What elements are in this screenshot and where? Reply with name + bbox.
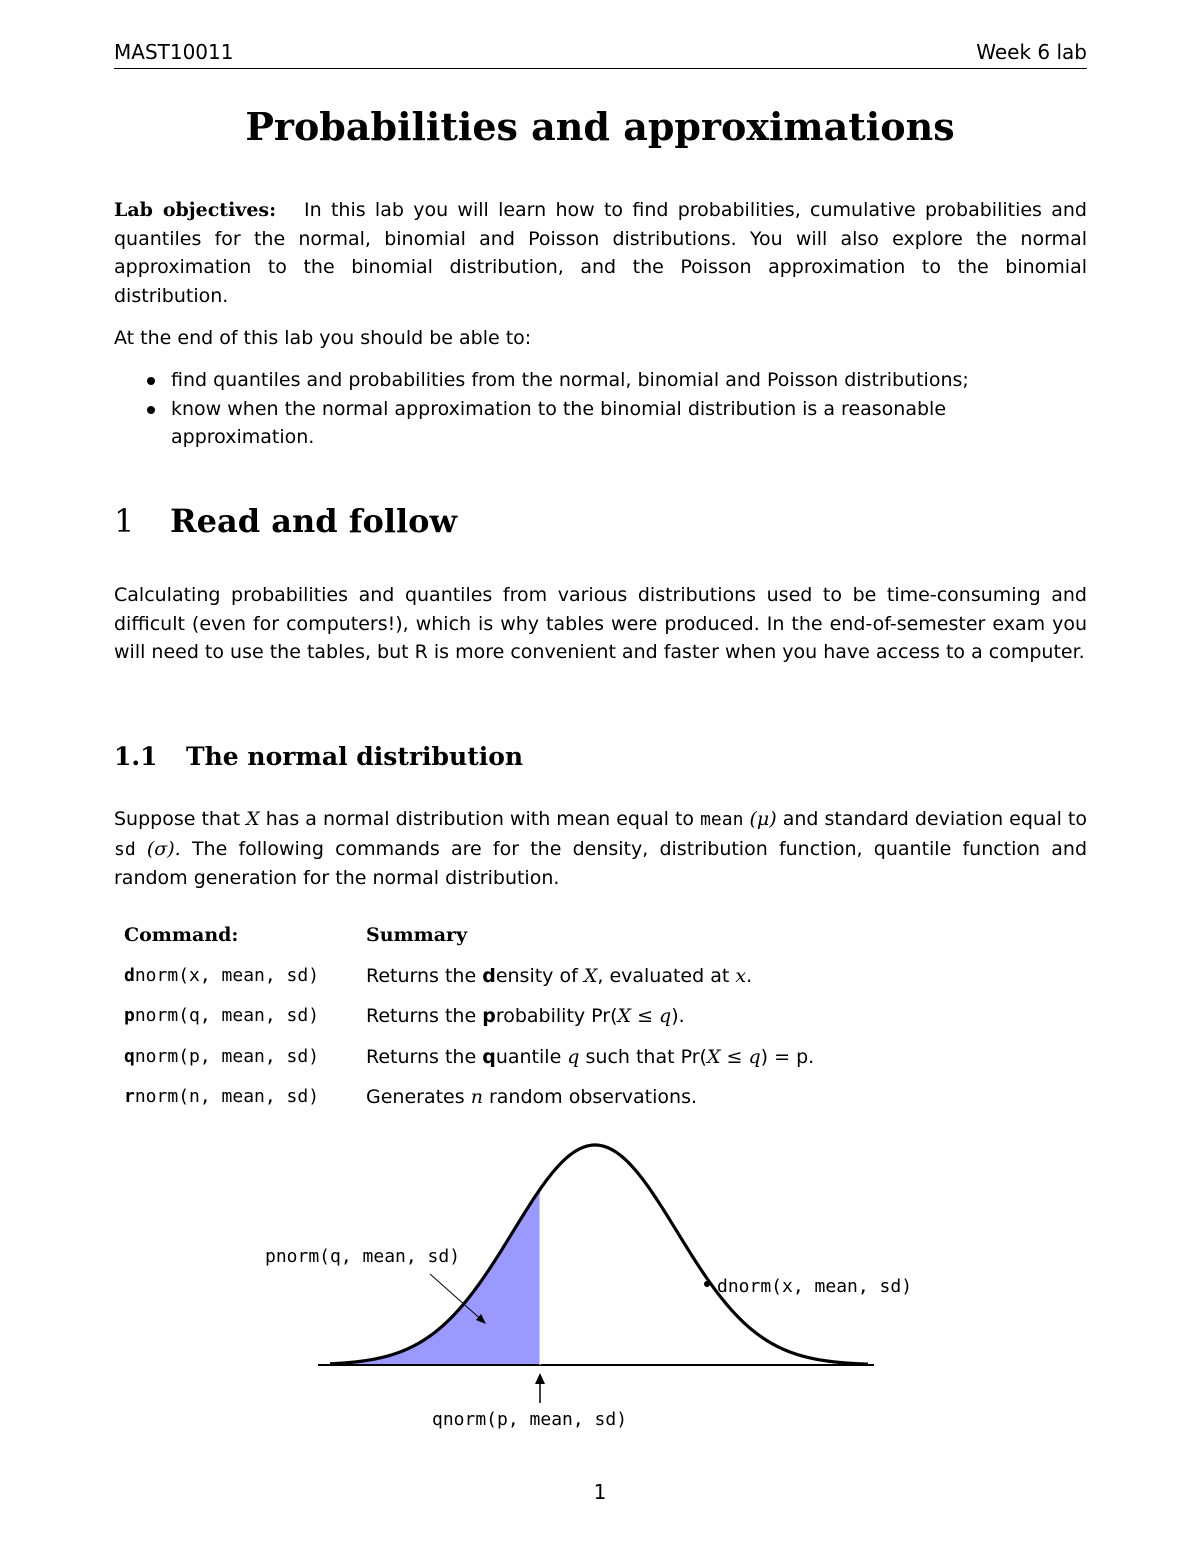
normal-dist-text: Suppose that X has a normal distribution with mean equal to mean (μ) and standard deviation equal to sd (σ). The following commands are for the density, distribution function, quantile function and random generation for the normal distribution. [114, 808, 1088, 889]
pnorm-label: pnorm(q, mean, sd) [265, 1246, 461, 1267]
objectives-text: In this lab you will learn how to find probabilities, cumulative probabilities and quantiles for the normal, binomial and Poisson distributions. You will also explore the normal approximation to the binomial distribution, and the Poisson approximation to the binomial distribution. [114, 199, 1087, 307]
objectives-label: Lab objectives: [114, 199, 277, 221]
end-intro: At the end of this lab you should be able to: [114, 327, 532, 349]
command-column-header: Command: [124, 924, 239, 946]
document-page: MAST10011 Week 6 lab Probabilities and approximations Lab objectives: In this lab you will learn how to find probabilities, cumulative probabilities and quantiles for the normal, binomial and Poisson distributions. You will also explore the normal approximation to the binomial distribution, and the Poisson approximation to the binomial distribution. At the end of this lab you should be able to: find quantiles and probabilities from the normal, binomial and Poisson distributions; know when the normal approximation to the binomial distribution is a reasonable approximation. 1 Read and follow Calculating probabilities and quantiles from various distributions used to be time-consuming and difficult (even for computers!), which is why tables were produced. In the end-of-semester exam you will need to use the tables, but R is more convenient and faster when you have access to a computer. 1.1 The normal distribution Suppose that X has a normal distribution with mean equal to mean (μ) and standard deviation equal to sd (σ). The following commands are for the density, distribution function, quantile function and random generation for the normal distribution. Command: Summary dnorm(x, mean, sd) Returns the density of X, evaluated at x. pnorm(q, mean, sd) Returns the probability Pr(X ≤ q). qnorm(p, mean, sd) Returns the quantile q such that Pr(X ≤ q) = p. rnorm(n, mean, sd) Generates n random observations. pnorm(q, mean, sd) dnorm(x, mean, sd) qnorm(p, mean, sd) 1 [0, 0, 1200, 1553]
dnorm-label: dnorm(x, mean, sd) [717, 1276, 913, 1297]
section1-text: Calculating probabilities and quantiles from various distributions used to be time-consuming and difficult (even for computers!), which is why tables were produced. In the end-of-semester exam you will need to use the tables, but R is more convenient and faster when you have access to a computer. [114, 584, 1087, 663]
list-item: know when the normal approximation to the binomial distribution is a reasonable approximation. [114, 395, 1087, 452]
week-label: Week 6 lab [976, 40, 1087, 64]
summary-column-header: Summary [366, 924, 468, 946]
qnorm-label: qnorm(p, mean, sd) [432, 1409, 628, 1430]
course-code: MAST10011 [114, 40, 234, 64]
list-item: find quantiles and probabilities from the normal, binomial and Poisson distributions; [114, 366, 1087, 395]
page-title: Probabilities and approximations [245, 104, 955, 149]
qnorm-arrowhead [535, 1373, 545, 1384]
section-heading-1: 1 Read and follow [114, 502, 458, 540]
page-number: 1 [593, 1480, 607, 1504]
pnorm-shaded-area [330, 1189, 540, 1365]
section-heading-1-1: 1.1 The normal distribution [114, 742, 524, 771]
dnorm-marker [704, 1281, 710, 1287]
